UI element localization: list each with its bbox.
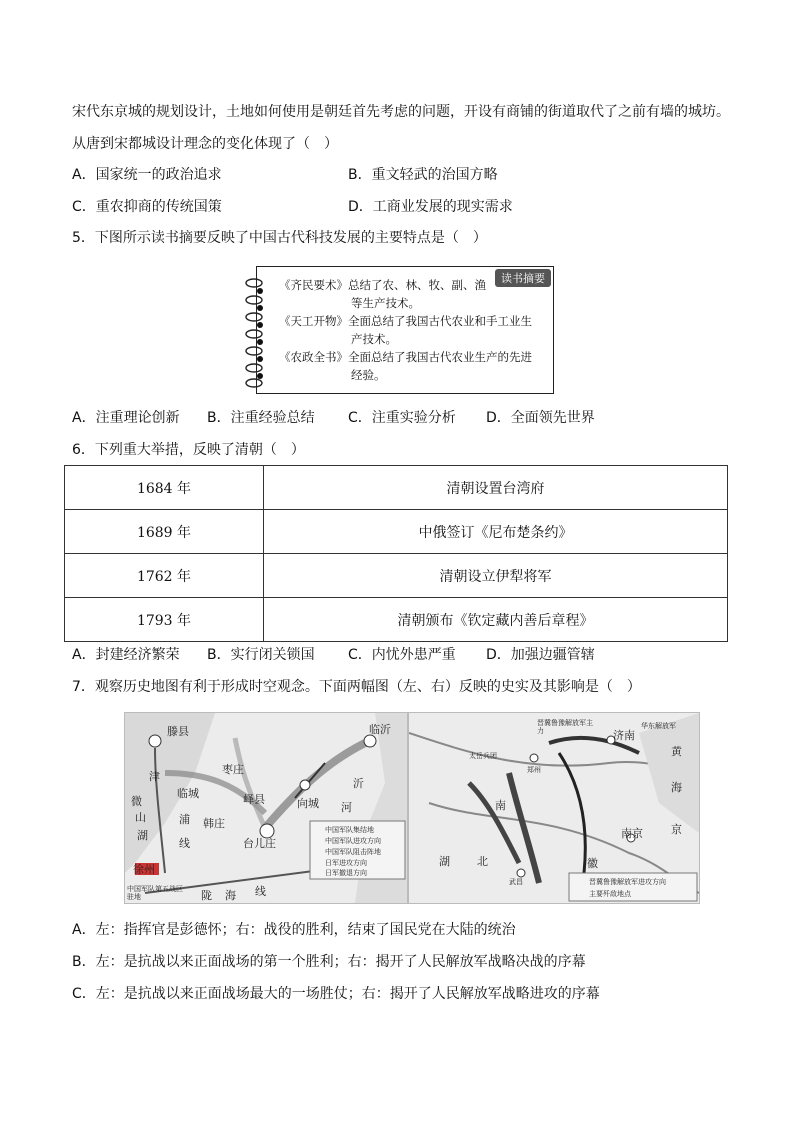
map-place: 枣庄 [222, 763, 244, 776]
q6-option-c[interactable]: C．内忧外患严重 [348, 647, 456, 663]
note-line-6: 经验。 [351, 368, 386, 382]
legend-item: 中国军队集结地 [325, 826, 374, 834]
event-cell: 清朝设立伊犁将军 [264, 554, 728, 598]
map-place: 台儿庄 [243, 837, 276, 850]
map-place: 沂 [353, 777, 364, 790]
q6-stem: 6．下列重大举措，反映了清朝（ ） [72, 442, 305, 458]
map-place: 河 [341, 801, 352, 814]
table-row [65, 466, 728, 510]
legend-item: 日军撤退方向 [325, 869, 367, 877]
map-place: 津 [149, 770, 160, 783]
legend-item: 日军进攻方向 [325, 859, 367, 867]
reading-notes-card [256, 266, 554, 394]
q4-option-c[interactable]: C．重农抑商的传统国策 [72, 199, 222, 215]
events-table [64, 465, 728, 642]
q7-stem: 7．观察历史地图有利于形成时空观念。下面两幅图（左、右）反映的史实及其影响是（ ） [72, 679, 641, 695]
year-cell: 1793 年 [65, 598, 264, 642]
table-row [65, 554, 728, 598]
spiral-binding-icon [243, 275, 265, 389]
q4-option-a[interactable]: A．国家统一的政治追求 [72, 167, 222, 183]
map-place: 陇 [201, 889, 212, 902]
q7-option-c[interactable]: C．左：是抗战以来正面战场最大的一场胜仗；右：揭开了人民解放军战略进攻的序幕 [72, 986, 600, 1002]
year-cell: 1762 年 [65, 554, 264, 598]
note-line-1: 《齐民要术》总结了农、林、牧、副、渔 [279, 278, 486, 292]
map-place: 向城 [297, 797, 319, 810]
map-place: 峄县 [243, 793, 265, 806]
q5-option-d[interactable]: D．全面领先世界 [486, 410, 595, 426]
q4-stem-line2: 从唐到宋都城设计理念的变化体现了（ ） [72, 136, 338, 152]
map-place: 韩庄 [203, 817, 225, 830]
map-place: 黄 [671, 745, 682, 758]
note-line-5: 《农政全书》全面总结了我国古代农业生产的先进 [279, 350, 532, 364]
map-place: 晋冀鲁豫解放军主力 [537, 719, 593, 735]
legend-item: 中国军队进攻方向 [325, 837, 381, 845]
map-place: 山 [135, 811, 146, 824]
map-place: 徽 [587, 857, 598, 870]
map-place: 武昌 [509, 878, 523, 886]
map-place: 华东解放军 [641, 722, 676, 730]
q7-option-a[interactable]: A．左：指挥官是彭德怀；右：战役的胜利，结束了国民党在大陆的统治 [72, 922, 516, 938]
event-cell: 清朝设置台湾府 [264, 466, 728, 510]
q4-option-b[interactable]: B．重文轻武的治国方略 [348, 167, 498, 183]
q4-option-d[interactable]: D．工商业发展的现实需求 [348, 199, 513, 215]
map-place: 微 [131, 795, 142, 808]
map-place: 海 [225, 889, 236, 902]
legend-item: 主要歼敌地点 [589, 890, 631, 898]
year-cell: 1689 年 [65, 510, 264, 554]
reading-notes-tag: 读书摘要 [495, 269, 551, 287]
legend-item: 晋冀鲁豫解放军进攻方向 [589, 878, 666, 886]
q5-option-c[interactable]: C．注重实验分析 [348, 410, 456, 426]
note-line-3: 《天工开物》全面总结了我国古代农业和手工业生 [279, 314, 532, 328]
event-cell: 中俄签订《尼布楚条约》 [264, 510, 728, 554]
table-row [65, 510, 728, 554]
event-cell: 清朝颁布《钦定藏内善后章程》 [264, 598, 728, 642]
q5-option-a[interactable]: A．注重理论创新 [72, 410, 180, 426]
right-map-drawing [409, 713, 699, 903]
map-place: 湖 [137, 829, 148, 842]
q7-option-b[interactable]: B．左：是抗战以来正面战场的第一个胜利；右：揭开了人民解放军战略决战的序幕 [72, 954, 586, 970]
map-place: 郑州 [527, 766, 541, 774]
map-place: 京 [671, 823, 682, 836]
right-history-map [408, 712, 700, 904]
map-place: 浦 [179, 813, 190, 826]
note-line-2: 等生产技术。 [351, 296, 420, 310]
map-place: 北 [477, 855, 488, 868]
map-place: 滕县 [167, 725, 189, 738]
year-cell: 1684 年 [65, 466, 264, 510]
map-place: 临城 [177, 787, 199, 800]
map-place: 线 [255, 885, 266, 898]
table-row [65, 598, 728, 642]
map-place: 太岳兵团 [469, 752, 497, 760]
q5-stem: 5．下图所示读书摘要反映了中国古代科技发展的主要特点是（ ） [72, 230, 487, 246]
map-place: 临沂 [369, 723, 391, 736]
map-place: 徐州 [133, 863, 155, 876]
q5-option-b[interactable]: B．注重经验总结 [207, 410, 315, 426]
q6-option-b[interactable]: B．实行闭关锁国 [207, 647, 315, 663]
q6-option-d[interactable]: D．加强边疆管辖 [486, 647, 595, 663]
map-place: 湖 [439, 855, 450, 868]
q4-stem-line1: 宋代东京城的规划设计，土地如何使用是朝廷首先考虑的问题，开设有商铺的街道取代了之前有墙的城坊。 [72, 104, 730, 120]
left-history-map [124, 712, 408, 904]
map-place: 线 [179, 837, 190, 850]
map-place: 济南 [613, 729, 635, 742]
map-place: 南 [495, 799, 506, 812]
legend-item: 中国军队阻击阵地 [325, 848, 381, 856]
q6-option-a[interactable]: A．封建经济繁荣 [72, 647, 180, 663]
map-place: 南京 [621, 827, 643, 840]
note-line-4: 产技术。 [351, 332, 397, 346]
garrison-label: 中国军队第五战区驻地 [127, 885, 183, 901]
map-place: 海 [671, 781, 682, 794]
